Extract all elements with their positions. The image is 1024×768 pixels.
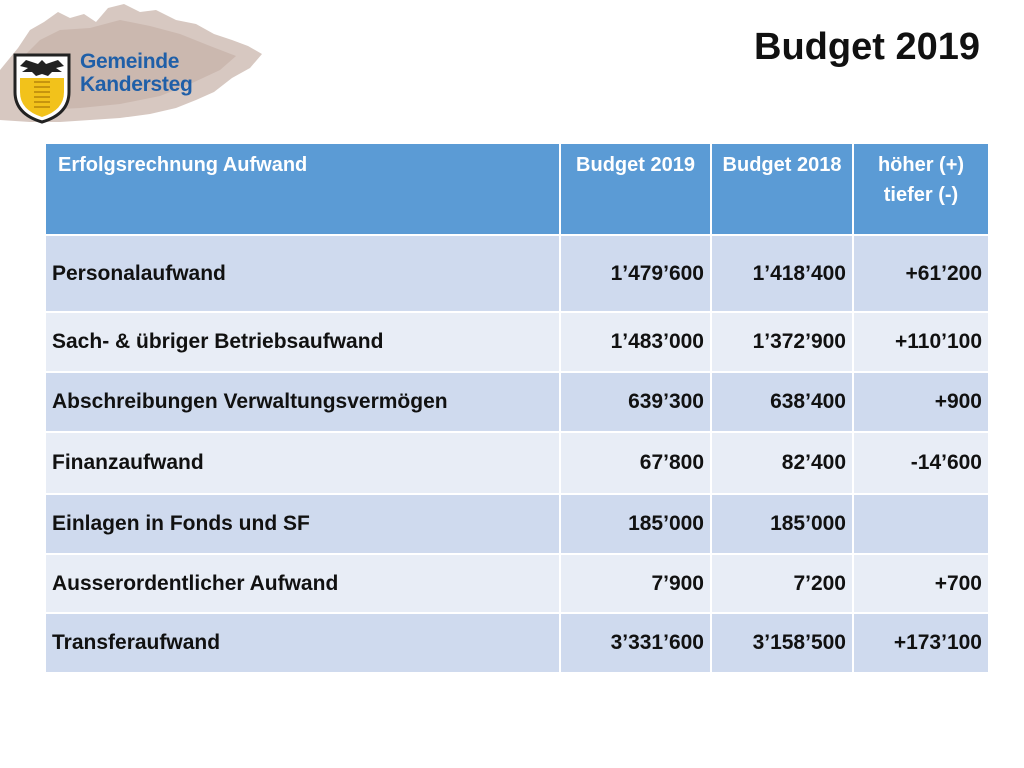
table-header-row — [45, 143, 989, 235]
cell-budget-2018: 1’372’900 — [711, 312, 853, 372]
cell-difference: +61’200 — [853, 235, 989, 312]
cell-budget-2019: 7’900 — [560, 554, 711, 613]
cell-budget-2019: 67’800 — [560, 432, 711, 494]
cell-difference: -14’600 — [853, 432, 989, 494]
budget-table — [44, 142, 990, 674]
row-label: Transferaufwand — [45, 613, 560, 673]
cell-budget-2018: 638’400 — [711, 372, 853, 432]
row-label: Finanzaufwand — [45, 432, 560, 494]
row-label: Abschreibungen Verwaltungsvermögen — [45, 372, 560, 432]
row-label: Einlagen in Fonds und SF — [45, 494, 560, 554]
cell-budget-2019: 3’331’600 — [560, 613, 711, 673]
cell-difference: +900 — [853, 372, 989, 432]
table-row — [45, 613, 989, 673]
table-row — [45, 494, 989, 554]
cell-budget-2019: 185’000 — [560, 494, 711, 554]
cell-budget-2018: 82’400 — [711, 432, 853, 494]
cell-budget-2018: 7’200 — [711, 554, 853, 613]
column-header: Budget 2018 — [711, 143, 853, 235]
cell-budget-2019: 639’300 — [560, 372, 711, 432]
cell-budget-2019: 1’483’000 — [560, 312, 711, 372]
logo-text — [80, 50, 193, 96]
cell-budget-2019: 1’479’600 — [560, 235, 711, 312]
cell-difference: +173’100 — [853, 613, 989, 673]
row-label: Ausserordentlicher Aufwand — [45, 554, 560, 613]
cell-difference — [853, 494, 989, 554]
cell-budget-2018: 1’418’400 — [711, 235, 853, 312]
page-title: Budget 2019 — [754, 26, 980, 68]
table-row — [45, 432, 989, 494]
cell-difference: +110’100 — [853, 312, 989, 372]
logo-line-1: Gemeinde — [80, 50, 180, 73]
table-row — [45, 312, 989, 372]
column-header: Budget 2019 — [560, 143, 711, 235]
row-label: Sach- & übriger Betriebsaufwand — [45, 312, 560, 372]
table-row — [45, 235, 989, 312]
eagle-crest-icon — [12, 52, 72, 124]
row-label: Personalaufwand — [45, 235, 560, 312]
cell-budget-2018: 3’158’500 — [711, 613, 853, 673]
table-row — [45, 372, 989, 432]
logo-line-2: Kandersteg — [80, 73, 193, 96]
column-header: Erfolgsrechnung Aufwand — [45, 143, 560, 235]
column-header: höher (+) tiefer (-) — [853, 143, 989, 235]
table-row — [45, 554, 989, 613]
cell-difference: +700 — [853, 554, 989, 613]
logo — [0, 0, 270, 130]
cell-budget-2018: 185’000 — [711, 494, 853, 554]
